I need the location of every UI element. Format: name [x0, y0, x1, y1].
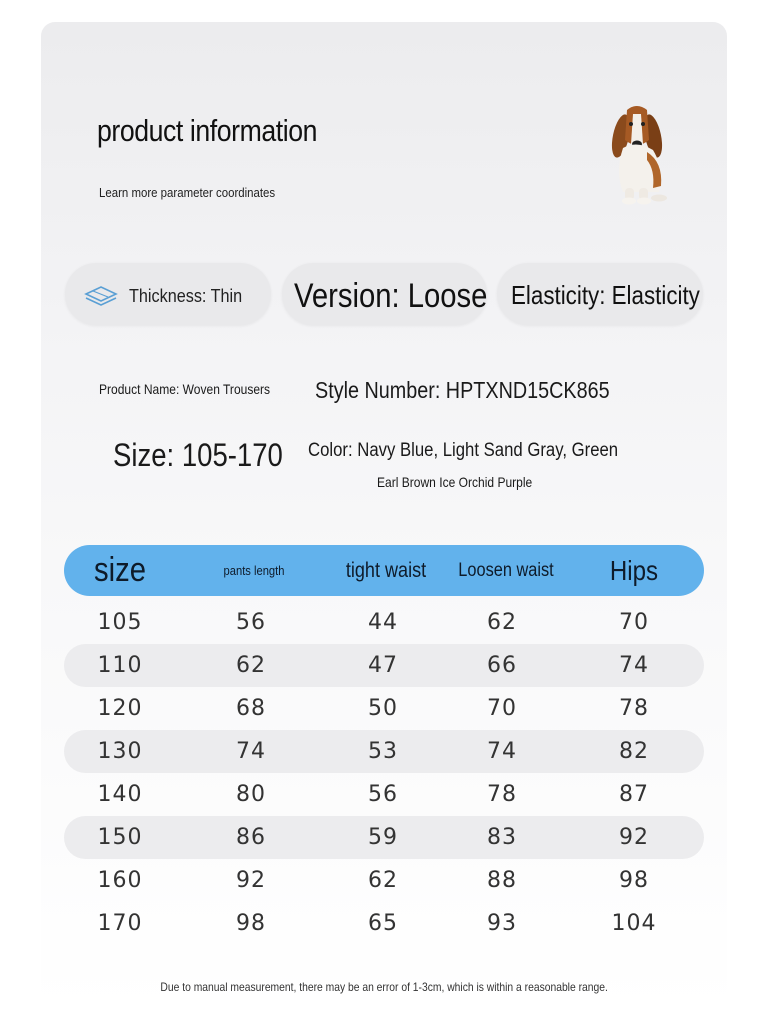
column-header-tight-waist: tight waist: [345, 558, 427, 582]
cell-loosen-waist: 70: [487, 696, 517, 721]
cell-hips: 78: [619, 696, 649, 721]
product-name: Product Name: Woven Trousers: [99, 381, 271, 397]
page-title: product information: [97, 113, 318, 148]
cell-size: 105: [97, 610, 143, 635]
column-header-pants-length: pants length: [223, 563, 285, 578]
cell-size: 130: [97, 739, 143, 764]
cell-tight-waist: 53: [368, 739, 398, 764]
cell-size: 110: [97, 653, 143, 678]
cell-tight-waist: 44: [368, 610, 398, 635]
cell-pants-length: 80: [236, 782, 266, 807]
cell-size: 140: [97, 782, 143, 807]
cell-tight-waist: 47: [368, 653, 398, 678]
elasticity-label: Elasticity: Elasticity: [511, 280, 700, 310]
cell-size: 160: [97, 868, 143, 893]
fabric-layers-icon: [82, 280, 120, 308]
cell-size: 170: [97, 911, 143, 936]
cell-hips: 92: [619, 825, 649, 850]
cell-hips: 70: [619, 610, 649, 635]
table-row: [64, 687, 704, 730]
cell-tight-waist: 50: [368, 696, 398, 721]
basset-hound-dog-icon: [603, 100, 679, 206]
table-row: [64, 816, 704, 859]
cell-pants-length: 56: [236, 610, 266, 635]
table-row: [64, 859, 704, 902]
cell-pants-length: 86: [236, 825, 266, 850]
cell-size: 150: [97, 825, 143, 850]
cell-hips: 104: [611, 911, 657, 936]
cell-loosen-waist: 74: [487, 739, 517, 764]
cell-loosen-waist: 78: [487, 782, 517, 807]
colors-line-1: Color: Navy Blue, Light Sand Gray, Green: [308, 440, 619, 461]
cell-loosen-waist: 88: [487, 868, 517, 893]
elasticity-pill: [497, 263, 703, 325]
version-pill: [282, 263, 487, 325]
measurement-note-text: Due to manual measurement, there may be an error of 1-3cm, which is within a reasonable range.: [160, 980, 608, 994]
style-number: Style Number: HPTXND15CK865: [315, 377, 610, 403]
table-row: [64, 730, 704, 773]
cell-tight-waist: 62: [368, 868, 398, 893]
cell-pants-length: 62: [236, 653, 266, 678]
cell-tight-waist: 59: [368, 825, 398, 850]
size-range: Size: 105-170: [113, 437, 283, 473]
table-row: [64, 773, 704, 816]
cell-hips: 98: [619, 868, 649, 893]
measurement-note: [0, 980, 768, 994]
version-label: Version: Loose: [294, 277, 488, 315]
table-row: [64, 644, 704, 687]
cell-size: 120: [97, 696, 143, 721]
cell-pants-length: 68: [236, 696, 266, 721]
cell-hips: 74: [619, 653, 649, 678]
cell-loosen-waist: 93: [487, 911, 517, 936]
thickness-pill: [65, 263, 271, 325]
table-row: [64, 601, 704, 644]
colors-line-2: Earl Brown Ice Orchid Purple: [377, 474, 533, 490]
cell-pants-length: 92: [236, 868, 266, 893]
table-row: [64, 902, 704, 945]
cell-loosen-waist: 83: [487, 825, 517, 850]
column-header-hips: Hips: [609, 554, 659, 586]
column-header-loosen-waist: Loosen waist: [458, 559, 554, 581]
cell-loosen-waist: 66: [487, 653, 517, 678]
cell-pants-length: 98: [236, 911, 266, 936]
cell-tight-waist: 56: [368, 782, 398, 807]
cell-pants-length: 74: [236, 739, 266, 764]
cell-tight-waist: 65: [368, 911, 398, 936]
column-header-size: size: [93, 551, 147, 589]
cell-hips: 87: [619, 782, 649, 807]
page-subtitle: Learn more parameter coordinates: [99, 185, 276, 200]
cell-hips: 82: [619, 739, 649, 764]
cell-loosen-waist: 62: [487, 610, 517, 635]
size-table-header: [64, 545, 704, 596]
thickness-label: Thickness: Thin: [129, 286, 243, 306]
